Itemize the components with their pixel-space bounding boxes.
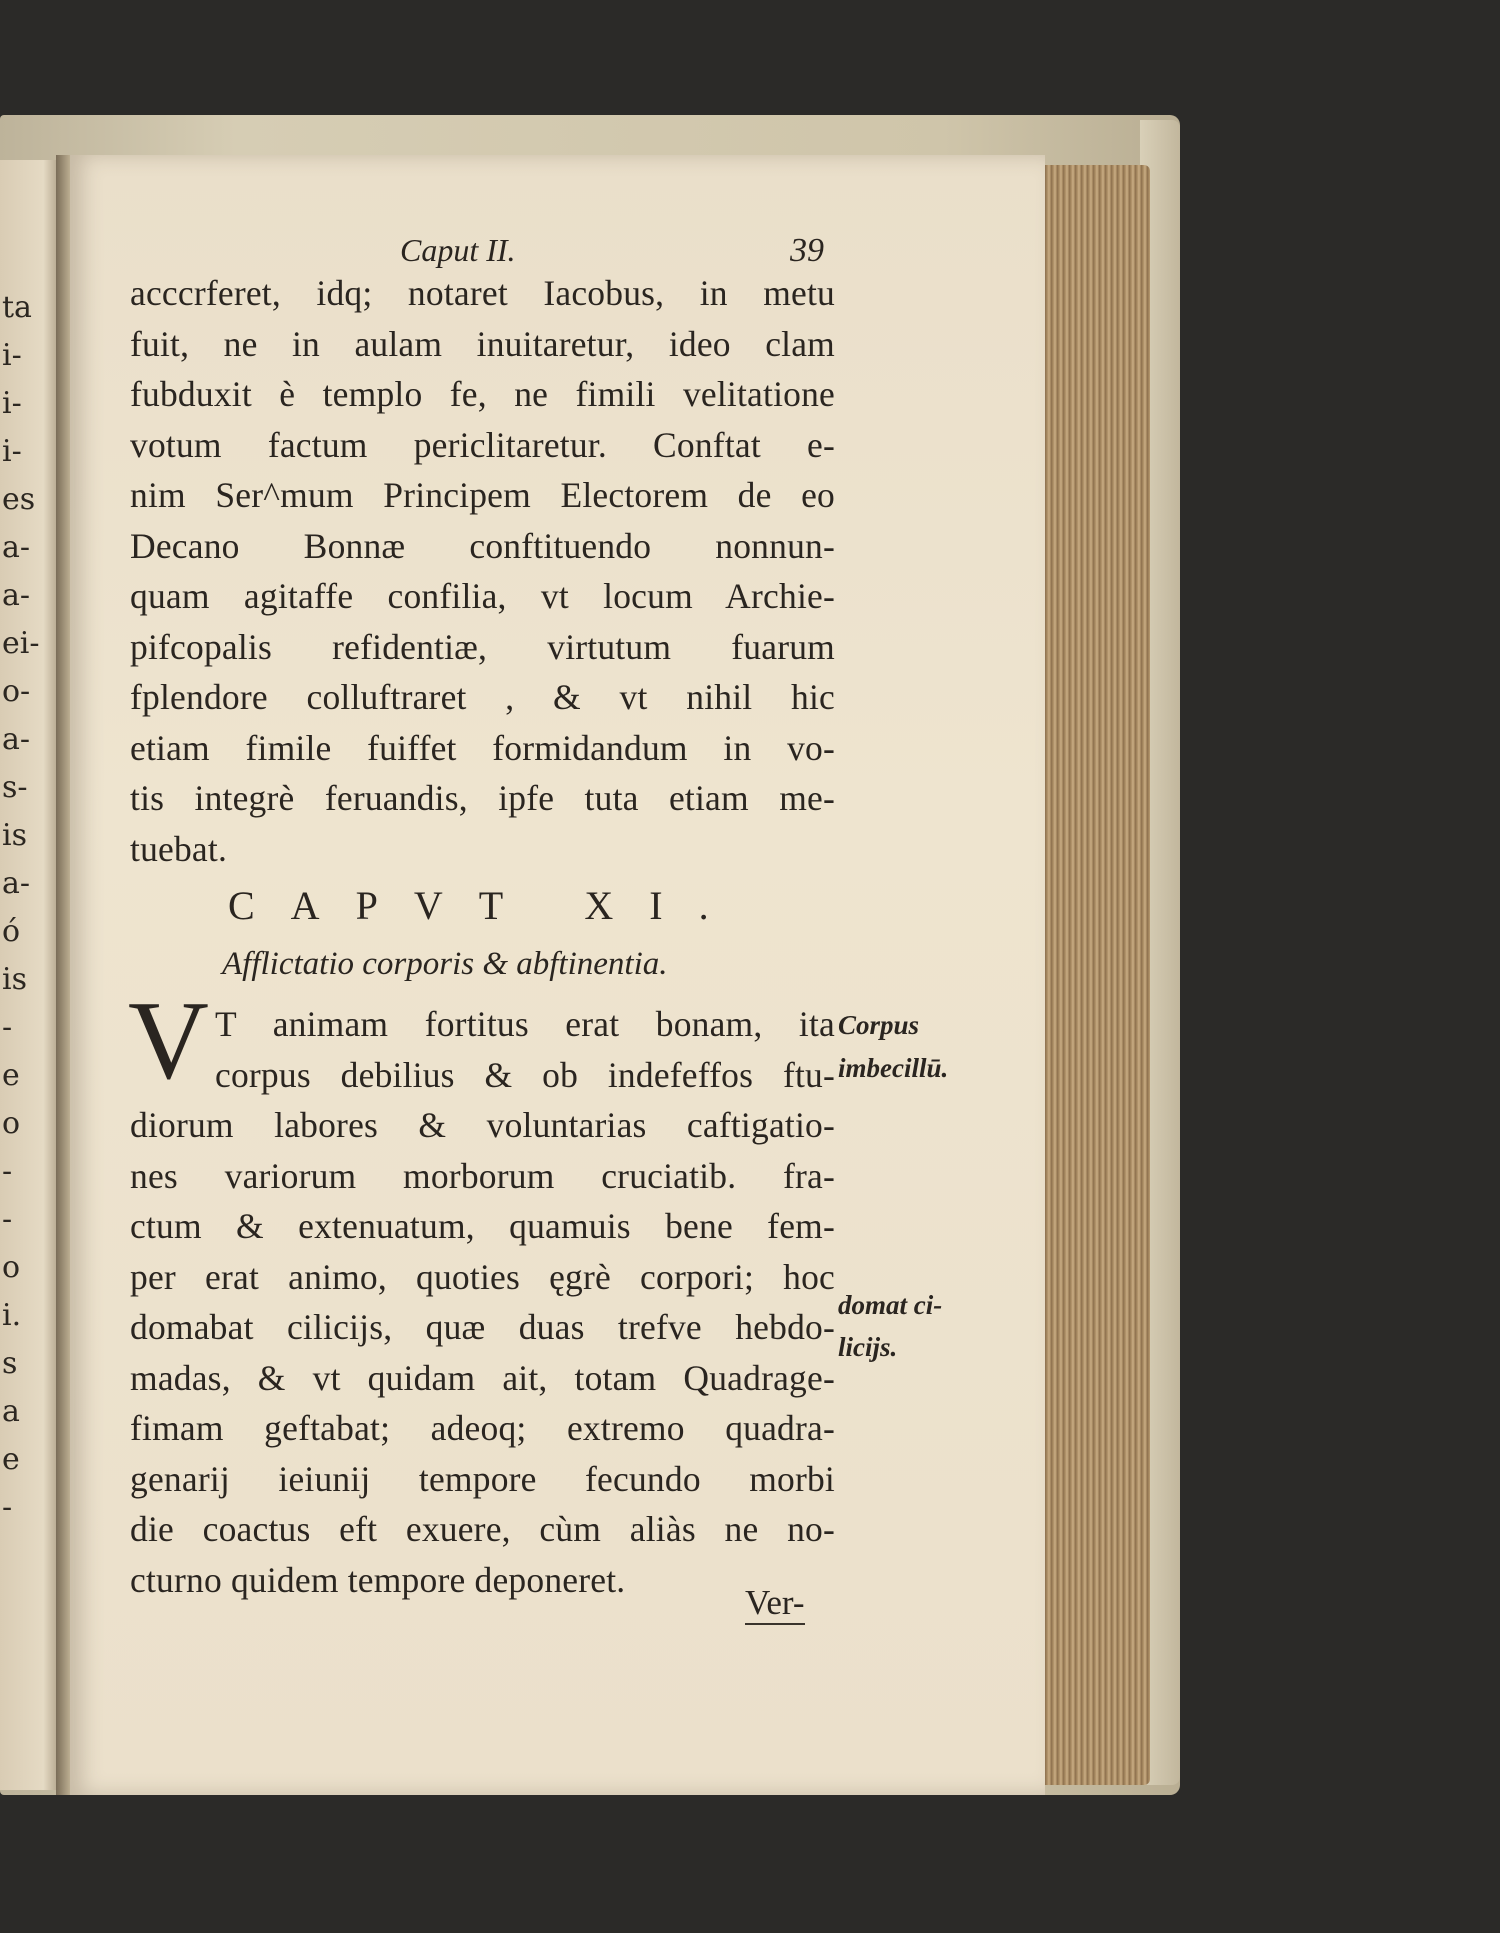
text-line: tis integrè feruandis, ipfe tuta etiam me- — [130, 778, 835, 818]
left-page-fragment: i- — [2, 434, 22, 469]
text-line: acccrferet, idq; notaret Iacobus, in metu — [130, 273, 835, 313]
text-line: etiam fimile fuiffet formidandum in vo- — [130, 727, 835, 768]
text-line: fimam geftabat; adeoq; extremo quadra- — [130, 1408, 835, 1448]
text-line: per erat animo, quoties ęgrè corpori; hoc — [130, 1256, 835, 1297]
left-page-fragment: es — [2, 482, 36, 517]
left-page-fragment: e — [2, 1442, 20, 1477]
text-line: Decano Bonnæ conftituendo nonnun- — [130, 525, 835, 566]
text-line: fuit, ne in aulam inuitaretur, ideo clam — [130, 323, 835, 364]
marginal-note-imbecillum: imbecillū. — [838, 1053, 949, 1083]
left-page-fragment: o — [2, 1106, 21, 1141]
text-line: madas, & vt quidam ait, totam Quadrage- — [130, 1357, 835, 1398]
marginal-note-domat: domat ci- — [838, 1290, 943, 1320]
text-line: genarij ieiunij tempore fecundo morbi — [130, 1458, 835, 1499]
page-block-edge — [1045, 165, 1150, 1785]
left-page-fragment: a- — [2, 530, 31, 565]
text-line: tuebat. — [130, 828, 228, 869]
left-page-fragment: s- — [2, 770, 28, 805]
text-line: nes variorum morborum cruciatib. fra- — [130, 1155, 835, 1196]
text-line: ctum & extenuatum, quamuis bene fem- — [130, 1206, 835, 1246]
left-page-fragment: ei- — [2, 626, 40, 661]
left-page-fragment: - — [2, 1154, 13, 1189]
text-line: quam agitaffe confilia, vt locum Archie- — [130, 576, 835, 616]
chapter-heading: CAPVT XI. — [228, 883, 745, 928]
left-page-fragment: a- — [2, 578, 31, 613]
left-page-edge — [0, 160, 62, 1790]
text-line: domabat cilicijs, quæ duas trefve hebdo- — [130, 1307, 835, 1347]
left-page-fragment: - — [2, 1490, 13, 1525]
running-title: Caput II. — [400, 232, 516, 268]
marginal-note-corpus: Corpus — [838, 1010, 920, 1040]
text-line: nim Ser^mum Principem Electorem de eo — [130, 475, 835, 515]
left-page-fragment: i. — [2, 1298, 22, 1333]
marginal-note-licijs: licijs. — [838, 1332, 898, 1362]
left-page-fragment: o — [2, 1250, 21, 1285]
left-page-fragment: a- — [2, 866, 31, 901]
text-line: fplendore colluftraret , & vt nihil hic — [130, 677, 835, 717]
left-page-fragment: - — [2, 1010, 13, 1045]
left-page-fragment: s — [2, 1346, 18, 1381]
left-page-fragment: i- — [2, 338, 22, 373]
left-page-fragment: is — [2, 818, 27, 853]
left-page-fragment: e — [2, 1058, 20, 1093]
text-line: die coactus eft exuere, cùm aliàs ne no- — [130, 1509, 835, 1549]
text-line: votum factum periclitaretur. Conftat e- — [130, 424, 835, 465]
text-line: cturno quidem tempore deponeret. — [130, 1559, 626, 1600]
left-page-fragment: a- — [2, 722, 31, 757]
left-page-fragment: ó — [2, 914, 21, 949]
chapter-subtitle: Afflictatio corporis & abftinentia. — [222, 946, 668, 982]
text-line: fubduxit è templo fe, ne fimili velitatione — [130, 374, 835, 414]
catchword: Ver- — [745, 1583, 805, 1625]
text-line: pifcopalis refidentiæ, virtutum fuarum — [130, 626, 835, 667]
page-number: 39 — [790, 232, 824, 269]
left-page-fragment: - — [2, 1202, 13, 1237]
drop-initial: V — [128, 979, 209, 1103]
left-page-fragment: i- — [2, 386, 22, 421]
text-line: corpus debilius & ob indefeffos ftu- — [215, 1054, 835, 1095]
left-page-fragment: a — [2, 1394, 20, 1429]
left-page-fragment: ta — [2, 290, 32, 325]
text-line: diorum labores & voluntarias caftigatio- — [130, 1105, 835, 1145]
text-line: T animam fortitus erat bonam, ita — [215, 1004, 835, 1044]
left-page-fragment: o- — [2, 674, 31, 709]
left-page-fragment: is — [2, 962, 27, 997]
